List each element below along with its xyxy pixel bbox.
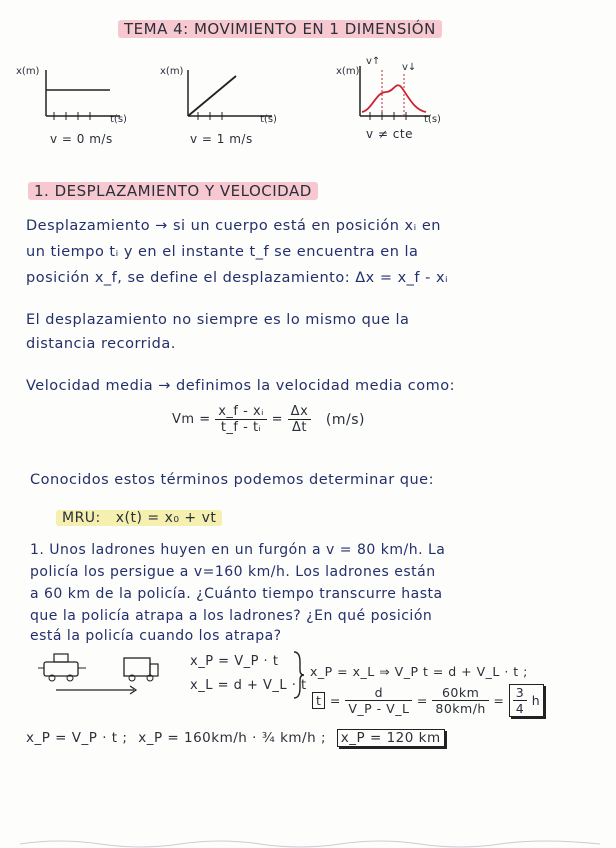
distance-line-2: distancia recorrida. <box>26 336 176 352</box>
final-substitution: x_P = 160km/h · ¾ km/h ; <box>138 730 326 746</box>
time-den-3: 4 <box>515 701 525 716</box>
time-eq-2: = <box>416 693 428 708</box>
eq-thieves-position: x_L = d + V_L · t <box>190 678 307 693</box>
distance-line-1: El desplazamiento no siempre es lo mismo que la <box>26 312 410 328</box>
vm-equals: = <box>271 412 284 427</box>
graph-variable-velocity <box>336 56 441 125</box>
page-title <box>118 20 442 38</box>
time-solution <box>312 684 544 717</box>
velocity-definition <box>26 378 455 394</box>
time-num-3: 3 <box>513 685 527 701</box>
vehicles-sketch <box>36 648 166 698</box>
graph-constant-position <box>16 66 127 125</box>
time-result-box <box>509 684 544 717</box>
problem-line-3: a 60 km de la policía. ¿Cuánto tiempo transcurre hasta <box>30 586 443 602</box>
vm-lhs: Vm = <box>172 412 211 427</box>
vm-den-1: t_f - tᵢ <box>220 420 262 435</box>
time-frac-3 <box>513 685 527 716</box>
velocity-text: → definimos la velocidad media como: <box>158 378 456 394</box>
time-num-1: d <box>345 685 412 701</box>
vm-num-1: x_f - xᵢ <box>215 404 267 420</box>
vm-den-2: Δt <box>291 420 307 435</box>
displacement-line-3: posición x_f, se define el desplazamiento: Δx = x_f - xᵢ <box>26 270 449 286</box>
problem-line-2: policía los persigue a v=160 km/h. Los ladrones están <box>30 564 436 580</box>
displacement-line-2: un tiempo tᵢ y en el instante t_f se encuentra en la <box>26 244 419 260</box>
velocity-title: Velocidad media <box>26 378 154 394</box>
mru-label: MRU: <box>62 510 101 526</box>
problem-line-4: que la policía atrapa a los ladrones? ¿En qué posición <box>30 608 433 624</box>
vm-frac-2 <box>288 404 312 435</box>
time-eq-1: = <box>329 693 341 708</box>
police-car-icon <box>38 654 86 681</box>
vm-num-2: Δx <box>288 404 312 420</box>
van-icon <box>124 658 158 681</box>
eq-catch-condition: x_P = x_L ⇒ V_P t = d + V_L · t ; <box>310 664 528 679</box>
final-formula: x_P = V_P · t ; <box>26 730 128 746</box>
time-eq-3: = <box>493 693 505 708</box>
vm-units: (m/s) <box>325 411 365 428</box>
time-frac-1 <box>345 685 412 716</box>
problem-line-5: está la policía cuando los atrapa? <box>30 628 282 644</box>
graph3-ylabel: x(m) <box>336 66 360 77</box>
time-num-2: 60km <box>432 685 488 701</box>
time-boxed: t <box>312 692 325 709</box>
graph1-caption: v = 0 m/s <box>50 132 113 146</box>
graph3-tag-down: v↓ <box>402 62 417 73</box>
time-frac-2 <box>432 685 488 716</box>
graph1-ylabel: x(m) <box>16 66 40 77</box>
graph3-caption: v ≠ cte <box>366 127 413 141</box>
final-boxed-result: x_P = 120 km <box>337 729 445 747</box>
graph2-xlabel: t(s) <box>260 114 277 125</box>
mru-equation <box>56 510 222 526</box>
bottom-scribble <box>20 836 600 848</box>
mean-velocity-formula <box>172 404 365 435</box>
graph2-caption: v = 1 m/s <box>190 132 253 146</box>
problem-line-1: 1. Unos ladrones huyen en un furgón a v = 80 km/h. La <box>30 542 446 558</box>
mru-formula: x(t) = x₀ + vt <box>115 510 217 526</box>
curly-brace <box>292 650 306 700</box>
graph-constant-velocity <box>160 66 277 125</box>
graph1-xlabel: t(s) <box>110 114 127 125</box>
graph3-tag-up: v↑ <box>366 56 381 67</box>
section-heading <box>28 182 318 200</box>
displacement-line-1: Desplazamiento → si un cuerpo está en posición xᵢ en <box>26 218 441 234</box>
graph2-ylabel: x(m) <box>160 66 184 77</box>
page-title-text: TEMA 4: MOVIMIENTO EN 1 DIMENSIÓN <box>118 20 442 38</box>
final-answer-line <box>26 730 445 746</box>
time-den-2: 80km/h <box>435 701 486 716</box>
mru-highlight <box>56 510 222 526</box>
time-den-1: V_P - V_L <box>348 701 410 716</box>
eq-police-position: x_P = V_P · t <box>190 654 279 669</box>
time-unit: h <box>531 693 541 708</box>
known-terms-text: Conocidos estos términos podemos determinar que: <box>30 472 434 488</box>
vm-frac-1 <box>215 404 267 435</box>
section-heading-text: 1. DESPLAZAMIENTO Y VELOCIDAD <box>28 182 318 200</box>
graph3-xlabel: t(s) <box>424 114 441 125</box>
